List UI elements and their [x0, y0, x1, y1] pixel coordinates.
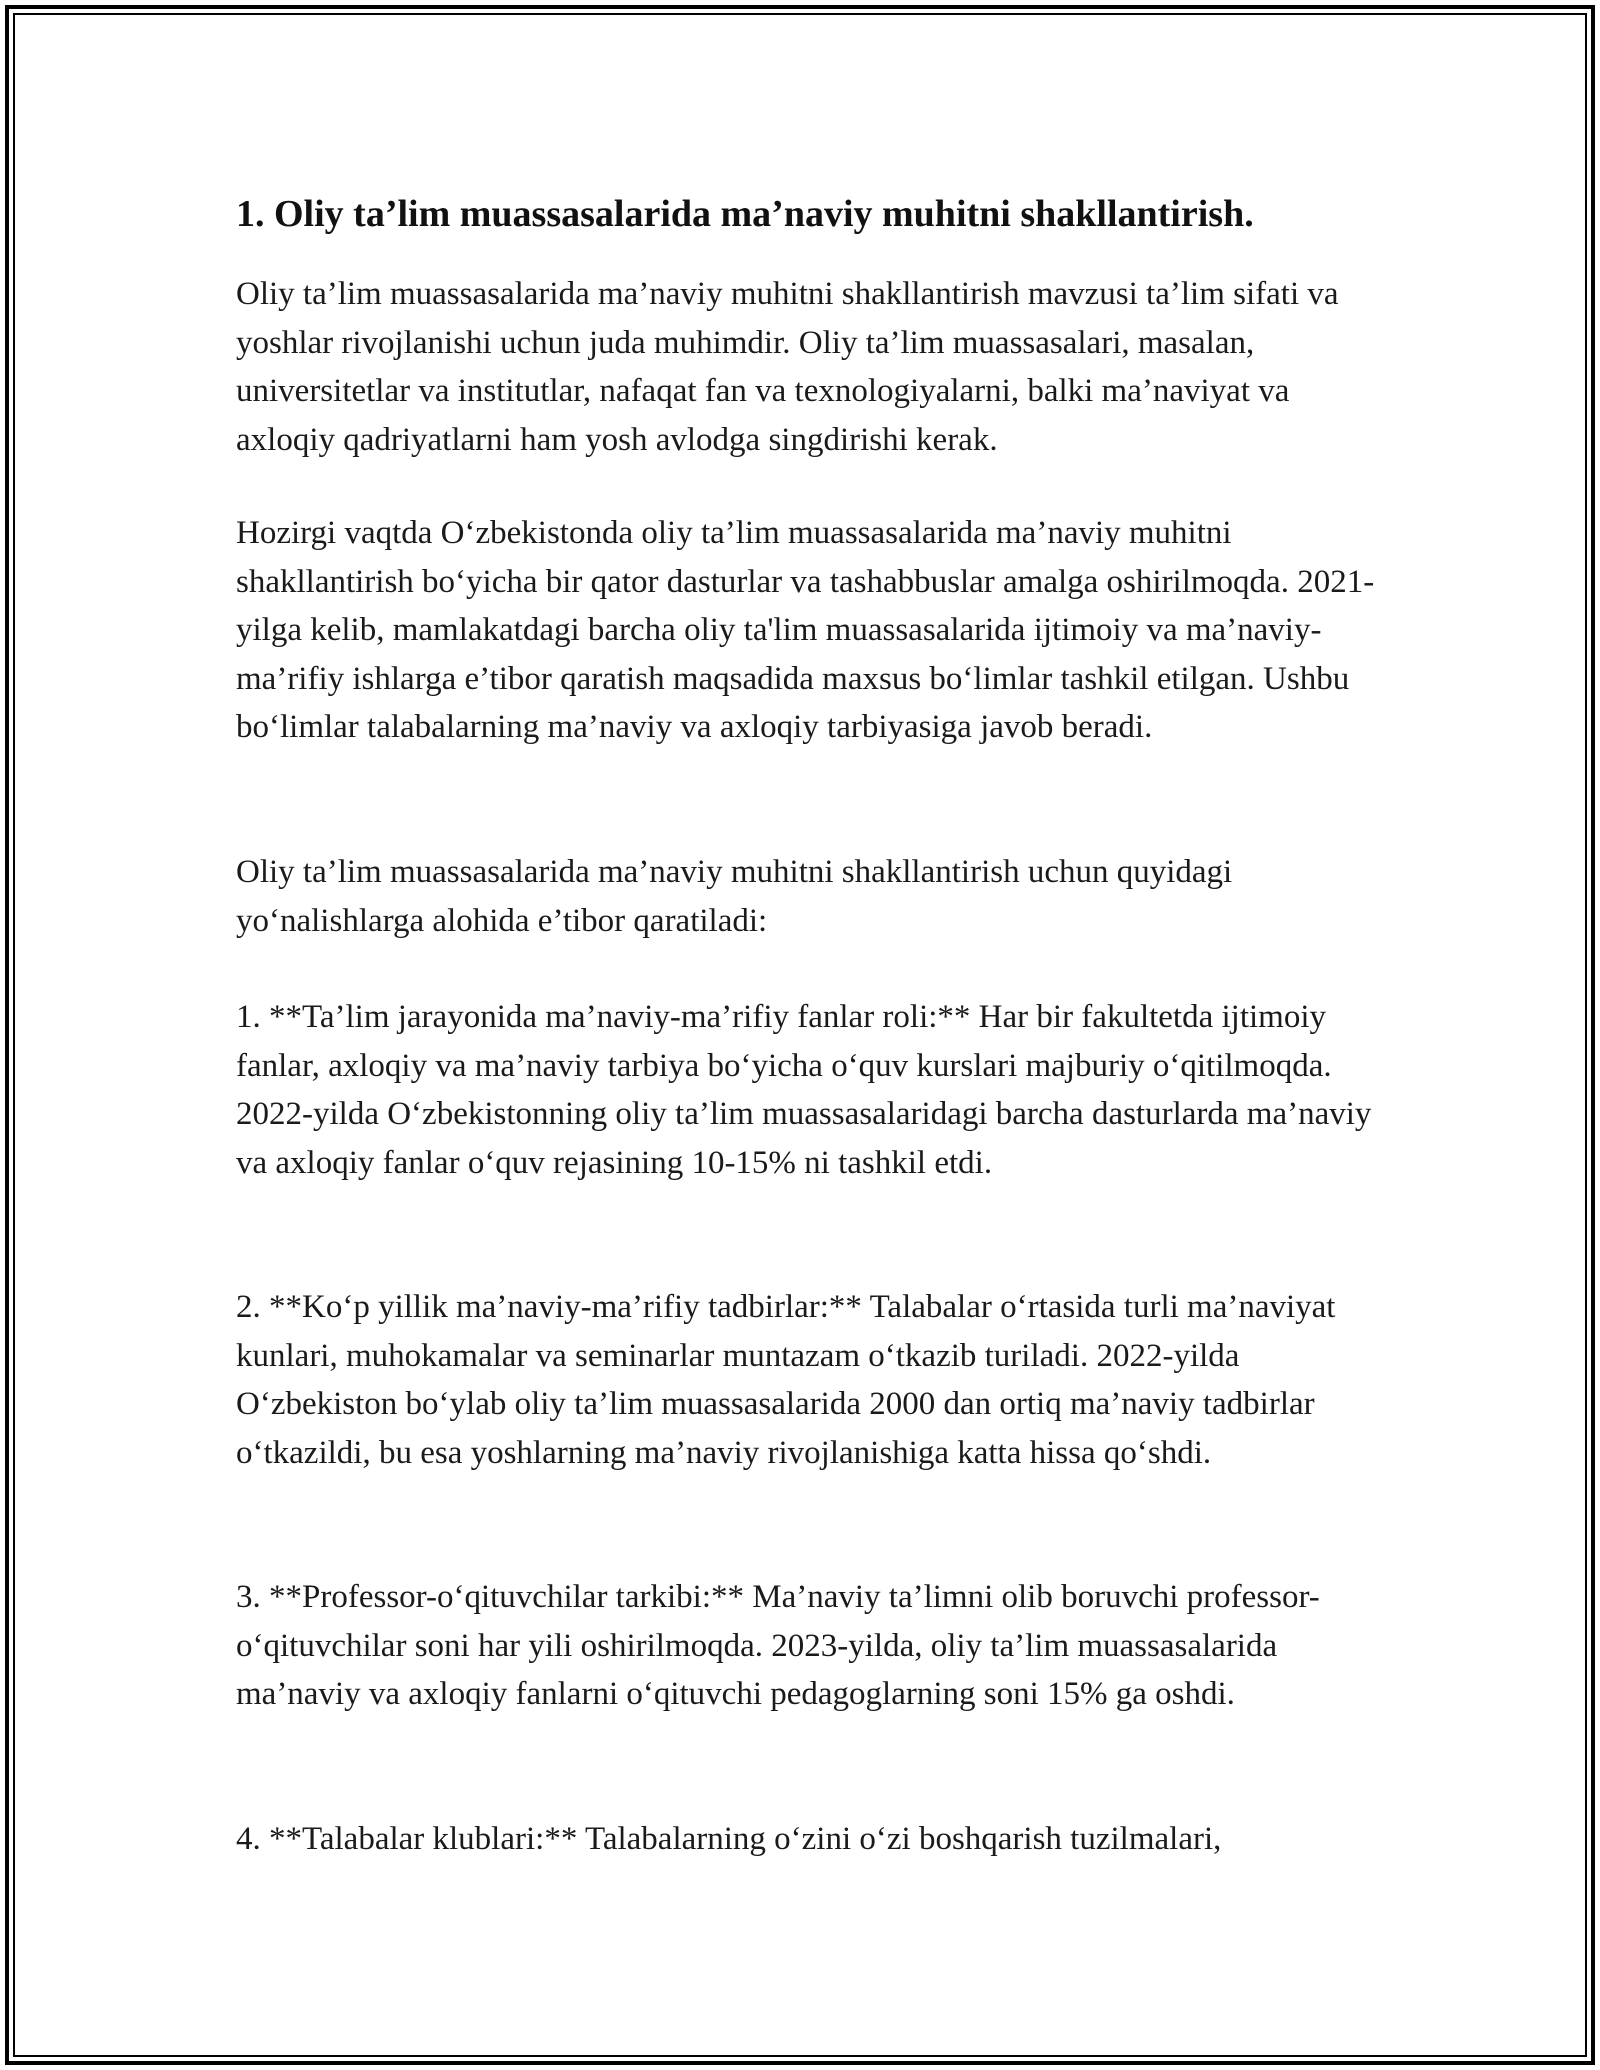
list-item-2: 2. **Ko‘p yillik ma’naviy-ma’rifiy tadbirlar:** Talabalar o‘rtasida turli ma’naviyat kunlari, muhokamalar va seminarlar muntazam o‘tkazib turiladi. 2022-yilda O‘zbekiston bo‘ylab oliy ta’lim muassasalarida 2000 dan ortiq ma’naviy tadbirlar o‘tkazildi, bu esa yoshlarning ma’naviy rivojlanishiga katta hissa qo‘shdi. — [236, 1289, 1336, 1471]
list-item-1: 1. **Ta’lim jarayonida ma’naviy-ma’rifiy fanlar roli:** Har bir fakultetda ijtimoiy fanlar, axloqiy va ma’naviy tarbiya bo‘yicha o‘quv kurslari majburiy o‘qitilmoqda. 2022-yilda O‘zbekistonning oliy ta’lim muassasalaridagi barcha dasturlarda ma’naviy va axloqiy fanlar o‘quv rejasining 10-15% ni tashkil etdi. — [236, 999, 1372, 1181]
list-item-4: 4. **Talabalar klublari:** Talabalarning o‘zini o‘zi boshqarish tuzilmalari, — [236, 1821, 1222, 1857]
paragraph-intro: Oliy ta’lim muassasalarida ma’naviy muhitni shakllantirish mavzusi ta’lim sifati va yoshlar rivojlanishi uchun juda muhimdir. Oliy ta’lim muassasalari, masalan, universitetlar va institutlar, nafaqat fan va texnologiyalarni, balki ma’naviyat va axloqiy qadriyatlarni ham yosh avlodga singdirishi kerak. — [236, 276, 1339, 458]
list-item-3: 3. **Professor-o‘qituvchilar tarkibi:** Ma’naviy ta’limni olib boruvchi professor-o‘qituvchilar soni har yili oshirilmoqda. 2023-yilda, oliy ta’lim muassasalarida ma’naviy va axloqiy fanlarni o‘qituvchi pedagoglarning soni 15% ga oshdi. — [236, 1579, 1320, 1712]
section-heading: 1. Oliy ta’lim muassasalarida ma’naviy muhitni shakllantirish. — [236, 193, 1254, 235]
paragraph-current-state: Hozirgi vaqtda O‘zbekistonda oliy ta’lim muassasalarida ma’naviy muhitni shakllantirish bo‘yicha bir qator dasturlar va tashabbuslar amalga oshirilmoqda. 2021-yilga kelib, mamlakatdagi barcha oliy ta'lim muassasalarida ijtimoiy va ma’naviy-ma’rifiy ishlarga e’tibor qaratish maqsadida maxsus bo‘limlar tashkil etilgan. Ushbu bo‘limlar talabalarning ma’naviy va axloqiy tarbiyasiga javob beradi. — [236, 515, 1375, 745]
paragraph-directions-intro: Oliy ta’lim muassasalarida ma’naviy muhitni shakllantirish uchun quyidagi yo‘nalishlarga alohida e’tibor qaratiladi: — [236, 854, 1233, 939]
